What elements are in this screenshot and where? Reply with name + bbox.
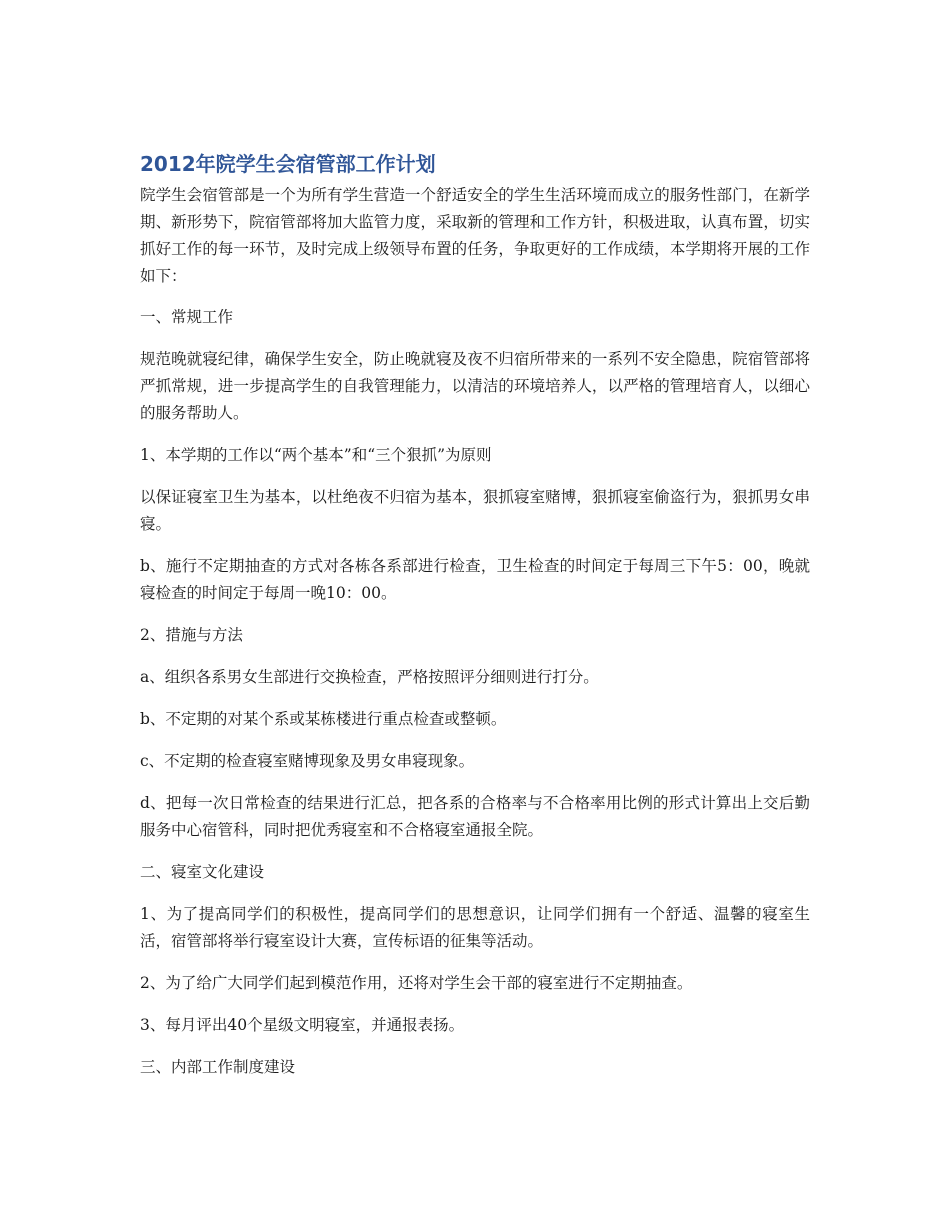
item-principles: 1、本学期的工作以“两个基本”和“三个狠抓”为原则 [140, 446, 492, 464]
item-2-cadre-check: 2、为了给广大同学们起到模范作用，还将对学生会干部的寝室进行不定期抽查。 [140, 974, 693, 992]
item-3-star-dorms: 3、每月评出40个星级文明寝室，并通报表扬。 [140, 1016, 465, 1034]
section-heading-dorm-culture: 二、寝室文化建设 [140, 863, 265, 881]
item-measures-methods: 2、措施与方法 [140, 626, 243, 644]
item-c-gambling-check: c、不定期的检查寝室赌博现象及男女串寝现象。 [140, 752, 475, 770]
item-d-summary-report: d、把每一次日常检查的结果进行汇总，把各系的合格率与不合格率用比例的形式计算出上交后勤服务中心宿管科，同时把优秀寝室和不合格寝室通报全院。 [140, 794, 810, 839]
intro-paragraph: 院学生会宿管部是一个为所有学生营造一个舒适安全的学生生活环境而成立的服务性部门，在新学期、新形势下，院宿管部将加大监管力度，采取新的管理和工作方针，积极进取，认真布置，切实抓好工作的每一环节，及时完成上级领导布置的任务，争取更好的工作成绩，本学期将开展的工作如下： [140, 186, 810, 285]
paragraph-basics: 以保证寝室卫生为基本，以杜绝夜不归宿为基本，狠抓寝室赌博，狠抓寝室偷盗行为，狠抓男女串寝。 [140, 488, 810, 533]
item-1-design-contest: 1、为了提高同学们的积极性，提高同学们的思想意识，让同学们拥有一个舒适、温馨的寝室生活，宿管部将举行寝室设计大赛，宣传标语的征集等活动。 [140, 905, 810, 950]
item-b-inspection-schedule: b、施行不定期抽查的方式对各栋各系部进行检查，卫生检查的时间定于每周三下午5：00，晚就寝检查的时间定于每周一晚10：00。 [140, 557, 810, 602]
paragraph-discipline: 规范晚就寝纪律，确保学生安全，防止晚就寝及夜不归宿所带来的一系列不安全隐患，院宿管部将严抓常规，进一步提高学生的自我管理能力，以清洁的环境培养人，以严格的管理培育人，以细心的服务帮助人。 [140, 350, 810, 422]
section-heading-internal-system: 三、内部工作制度建设 [140, 1058, 296, 1076]
item-a-exchange-inspection: a、组织各系男女生部进行交换检查，严格按照评分细则进行打分。 [140, 668, 599, 686]
section-heading-routine-work: 一、常规工作 [140, 308, 234, 326]
item-b-key-inspection: b、不定期的对某个系或某栋楼进行重点检查或整顿。 [140, 710, 507, 728]
document-title: 2012年院学生会宿管部工作计划 [140, 152, 436, 176]
document-body [140, 150, 810, 1096]
